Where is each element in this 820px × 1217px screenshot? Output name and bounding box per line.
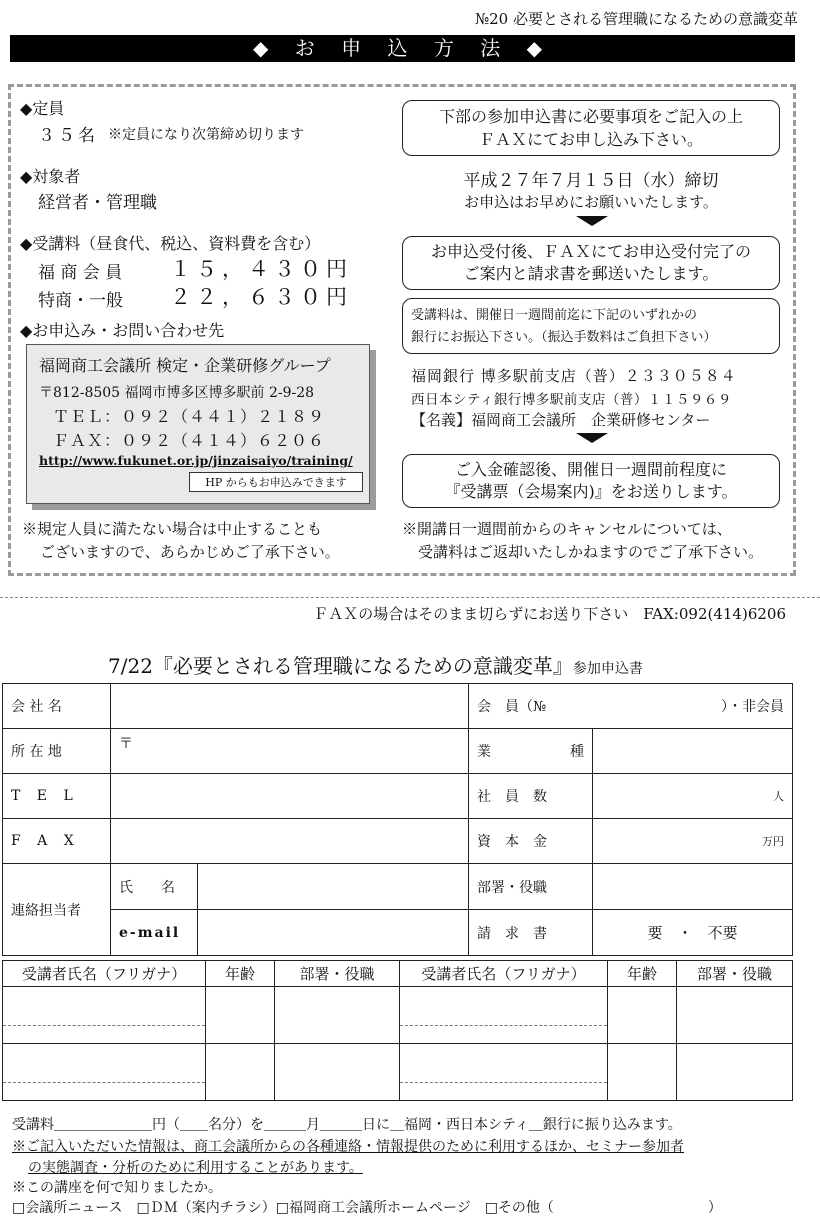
seminar-series-title: №20 必要とされる管理職になるための意識変革	[474, 10, 798, 28]
attendee-age-field[interactable]	[608, 1044, 677, 1101]
member-label: 会 員（№	[477, 699, 547, 715]
application-method-banner: ◆ お 申 込 方 法 ◆	[10, 35, 795, 62]
attendee-dept-header-2: 部署・役職	[677, 961, 793, 987]
contact-person-cell	[3, 864, 111, 956]
fee-label-member: 福 商 会 員	[38, 263, 123, 283]
attendee-name-field[interactable]	[400, 1044, 608, 1101]
form-title-suffix: 参加申込書	[572, 661, 643, 677]
step-payment-line2: 銀行にお振込下さい。（振込手数料はご負担下さい）	[411, 330, 717, 345]
payment-statement: 受講料＿＿＿＿＿＿＿円（＿＿名分）を＿＿＿月＿＿＿日に＿福岡・西日本シティ＿銀行に振り込みます。	[12, 1117, 682, 1133]
deadline: 平成２７年７月１５日（水）締切	[463, 171, 719, 191]
invoice-choice[interactable]: 要 ・ 不要	[593, 910, 793, 956]
attendee-age-field[interactable]	[206, 987, 275, 1044]
attendee-name-field[interactable]	[400, 987, 608, 1044]
employees-unit: 人	[773, 790, 784, 803]
bank-account-name: 【名義】福岡商工会議所 企業研修センター	[411, 411, 711, 429]
dept-field[interactable]	[593, 864, 793, 910]
privacy-note: ※ご記入いただいた情報は、商工会議所からの各種連絡・情報提供のために利用するほか、セミナー参加者	[12, 1139, 684, 1155]
attendee-name-header-2: 受講者氏名（フリガナ）	[400, 961, 608, 987]
employees-label: 社 員 数	[469, 774, 593, 819]
member-tail: ）・非会員	[721, 699, 784, 715]
table-row	[3, 1044, 793, 1101]
attendee-dept-field[interactable]	[677, 987, 793, 1044]
capacity-heading: ◆定員	[20, 99, 65, 118]
fax-instruction: ＦＡＸの場合はそのまま切らずにお送り下さい FAX:092(414)6206	[313, 605, 786, 623]
contact-org: 福岡商工会議所 検定・企業研修グループ	[39, 356, 331, 375]
step-payment-box	[402, 298, 780, 354]
step-ticket-line1: ご入金確認後、開催日一週間前程度に	[454, 460, 727, 479]
attendee-name-field[interactable]	[3, 987, 206, 1044]
flow-arrow-1	[576, 216, 608, 226]
industry-field[interactable]	[593, 729, 793, 774]
step-confirmation-line2: ご案内と請求書を郵送いたします。	[463, 264, 719, 283]
capacity-value: ３５名	[38, 126, 98, 146]
attendee-dept-field[interactable]	[275, 987, 400, 1044]
fee-price-general: ２２，６３０円	[170, 285, 352, 309]
bank-fukuoka: 福岡銀行 博多駅前支店（普）２３３０５８４	[411, 367, 737, 385]
step-ticket-line2: 『受講票（会場案内)』をお送りします。	[444, 482, 738, 501]
attendee-dept-field[interactable]	[677, 1044, 793, 1101]
capital-label: 資 本 金	[469, 819, 593, 864]
attendee-age-header-1: 年齢	[206, 961, 275, 987]
postal-mark: 〒	[119, 736, 133, 752]
fee-label-general: 特商・一般	[38, 291, 123, 311]
step-confirmation-box	[402, 236, 780, 290]
min-attendance-note: ※規定人員に満たない場合は中止することも	[22, 520, 323, 538]
invoice-label: 請 求 書	[469, 910, 593, 956]
contact-person-label: 連絡担当者	[11, 902, 81, 919]
attendee-age-field[interactable]	[206, 1044, 275, 1101]
step-apply-line1: 下部の参加申込書に必要事項をご記入の上	[438, 107, 743, 126]
step-payment-line1: 受講料は、開催日一週間前迄に下記のいずれかの	[411, 308, 698, 323]
deadline-note: お申込はお早めにお願いいたします。	[464, 193, 718, 211]
survey-options[interactable]: □会議所ニュース □ＤＭ（案内チラシ）□福岡商工会議所ホームページ □その他（ ）	[12, 1200, 722, 1216]
tel-field[interactable]	[111, 774, 469, 819]
attendee-age-field[interactable]	[608, 987, 677, 1044]
attendee-name-field[interactable]	[3, 1044, 206, 1101]
fax-label: F A X	[3, 819, 111, 864]
step-ticket-box	[402, 454, 780, 508]
target-heading: ◆対象者	[20, 167, 81, 186]
contact-fax: ＦＡＸ：０９２（４１４）６２０６	[53, 431, 326, 450]
name-field[interactable]	[197, 864, 468, 909]
flow-arrow-2	[576, 433, 608, 443]
table-row	[3, 987, 793, 1044]
step-apply-line2: ＦＡＸにてお申し込み下さい。	[478, 130, 703, 149]
form-title	[108, 650, 643, 679]
privacy-note-2: の実態調査・分析のために利用することがあります。	[28, 1160, 363, 1176]
contact-tel: ＴＥＬ：０９２（４４１）２１８９	[53, 407, 326, 426]
attendee-table	[2, 960, 793, 1101]
form-title-main: 7/22『必要とされる管理職になるための意識変革』	[108, 654, 573, 678]
attendee-dept-header-1: 部署・役職	[275, 961, 400, 987]
attendee-name-header-1: 受講者氏名（フリガナ）	[3, 961, 206, 987]
contact-box	[26, 344, 370, 504]
step-apply-box	[402, 100, 780, 156]
attendee-dept-field[interactable]	[275, 1044, 400, 1101]
cut-line	[0, 597, 820, 598]
step-confirmation-line1: お申込受付後、ＦＡＸにてお申込受付完了の	[430, 242, 751, 261]
application-form	[2, 683, 793, 956]
cancellation-note-2: 受講料はご返却いたしかねますのでご了承下さい。	[418, 543, 764, 561]
industry-label: 業 種	[469, 729, 593, 774]
company-label: 会 社 名	[3, 684, 111, 729]
name-row	[111, 864, 469, 910]
target-value: 経営者・管理職	[38, 193, 157, 213]
member-field[interactable]	[469, 684, 793, 729]
capital-unit: 万円	[762, 835, 784, 848]
hp-apply-button[interactable]: HP からもお申込みできます	[189, 472, 363, 492]
name-label: 氏 名	[111, 864, 197, 909]
survey-question: ※この講座を何で知りましたか。	[12, 1180, 222, 1196]
cancellation-note: ※開講日一週間前からのキャンセルについては、	[402, 520, 732, 538]
capacity-note: ※定員になり次第締め切ります	[108, 127, 304, 143]
bank-nishinippon-city: 西日本シティ銀行博多駅前支店（普）１１５９６９	[411, 392, 732, 408]
email-row	[111, 910, 469, 956]
capital-field[interactable]	[593, 819, 793, 864]
email-field[interactable]	[197, 910, 468, 955]
min-attendance-note-2: ございますので、あらかじめご了承下さい。	[40, 543, 340, 561]
contact-address: 〒812-8505 福岡市博多区博多駅前 2-9-28	[39, 385, 315, 401]
email-label: e-mail	[111, 910, 197, 955]
fee-price-member: １５，４３０円	[170, 257, 352, 281]
address-field[interactable]	[111, 729, 469, 774]
contact-heading: ◆お申込み・お問い合わせ先	[20, 321, 225, 340]
address-label: 所 在 地	[3, 729, 111, 774]
attendee-age-header-2: 年齢	[608, 961, 677, 987]
contact-url-link[interactable]: http://www.fukunet.or.jp/jinzaisaiyo/training/	[39, 453, 353, 468]
tel-label: T E L	[3, 774, 111, 819]
dept-label: 部署・役職	[469, 864, 593, 910]
company-field[interactable]	[111, 684, 469, 729]
employees-field[interactable]	[593, 774, 793, 819]
fee-heading: ◆受講料（昼食代、税込、資料費を含む）	[20, 234, 321, 253]
fax-field[interactable]	[111, 819, 469, 864]
